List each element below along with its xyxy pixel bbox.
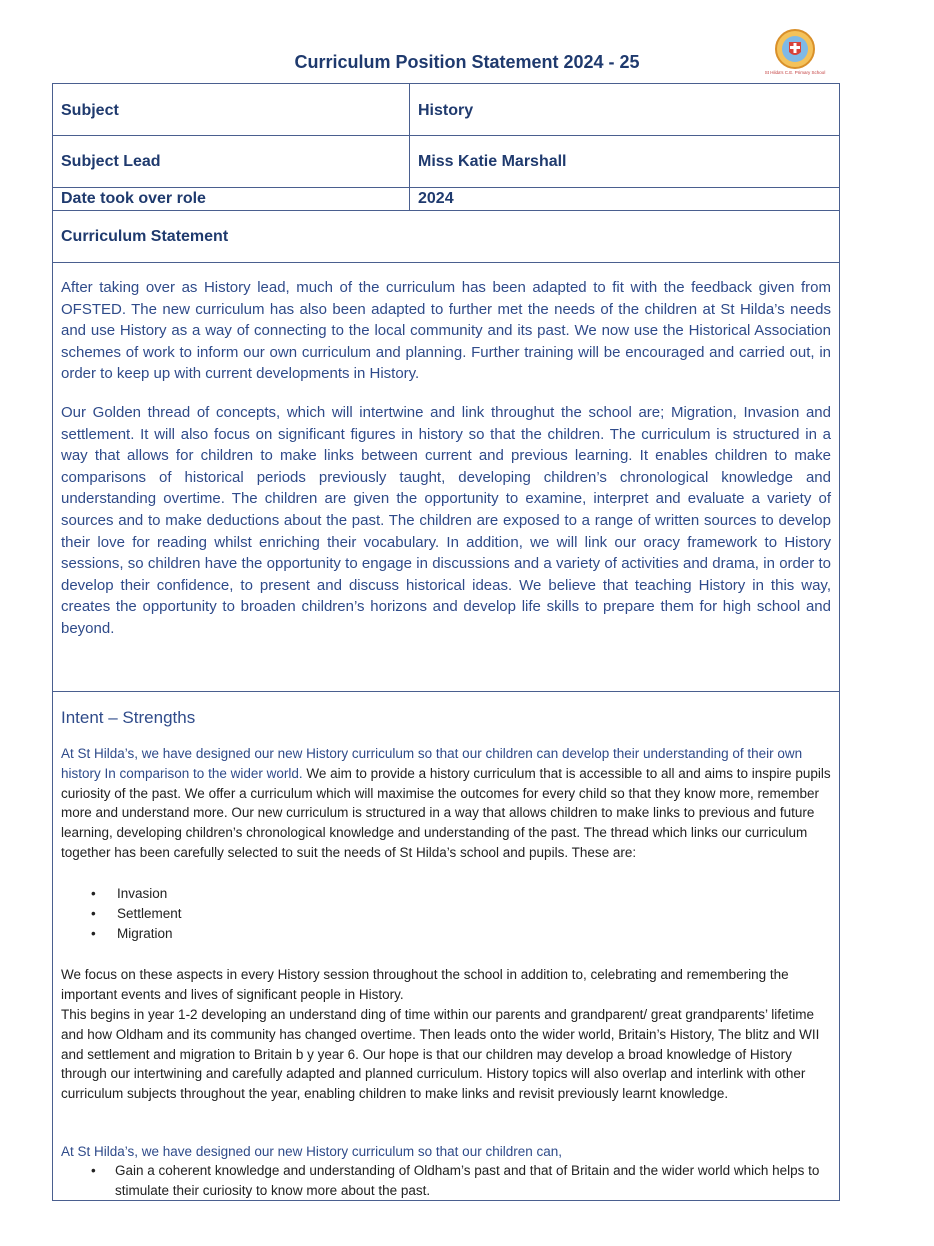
thread-item: • Migration (91, 926, 173, 941)
subject-row (53, 84, 839, 136)
statement-body (53, 263, 839, 692)
statement-paragraph-2: Our Golden thread of concepts, which will intertwine and link throughut the school are; Migration, Invasion and settlement. It will also focus on significant figures in history so that the children. The curriculum is structured in a way that allows for children to make links between current and previous learning. It enables children to make comparisons of historical periods previously taught, developing children’s chronological knowledge and understanding overtime. The children are given the opportunity to examine, interpret and evaluate a variety of sources and to make deductions about the past. The children are exposed to a range of written sources to develop their love for reading whilst enriching their vocabulary. In addition, we will link our oracy framework to History sessions, so children have the opportunity to engage in discussions and a variety of activities and drama, in order to develop their confidence, to present and discuss historical ideas. We believe that teaching History in this way, creates the opportunity to broaden children’s horizons and develop life skills to prepare them for high school and beyond. (61, 404, 831, 637)
date-value: 2024 (418, 190, 454, 207)
intent-paragraph-3: This begins in year 1-2 developing an understand ding of time within our parents and grandparent/ great grandparents’ lifetime and how Oldham and its community has changed overtime. Then leads onto the wider world, Britain’s History, The blitz and WII and settlement and migration to Britain b y year 6. Our hope is that our children may develop a broad knowledge of History through our intertwining and carefully adapted and planned curriculum. History topics will also overlap and interlink with other curriculum subjects throughout the year, enabling children to make links and revisit previously learnt knowledge. (61, 1007, 820, 1102)
intent-paragraph-1-lead: At St Hilda’s, we have designed our new History curriculum so that our children can develop their understanding of their own history In comparison to the wider world. (61, 746, 803, 781)
curriculum-statement-row (53, 211, 839, 263)
date-row (53, 188, 839, 211)
statement-paragraph-1: After taking over as History lead, much of the curriculum has been adapted to fit with the feedback given from OFSTED. The new curriculum has also been adapted to further met the needs of the children at St Hilda’s needs and use History as a way of connecting to the local community and its past. We now use the Historical Association schemes of work to inform our own curriculum and planning. Further training will be encouraged and carried out, in order to keep up with current developments in History. (61, 279, 831, 383)
school-logo (764, 28, 826, 76)
subject-label: Subject (61, 102, 119, 119)
intent-heading: Intent – Strengths (61, 708, 196, 727)
intent-paragraph-4: At St Hilda’s, we have designed our new History curriculum so that our children can, (61, 1144, 562, 1159)
position-statement-table (52, 83, 840, 1201)
intent-paragraph-1 (61, 744, 831, 863)
thread-item: • Settlement (91, 906, 182, 921)
aim-item: • Gain a coherent knowledge and understanding of Oldham’s past and that of Britain and the wider world which helps to stimulate their curiosity to know more about the past. (91, 1163, 820, 1198)
subject-lead-row (53, 136, 839, 188)
thread-item: • Invasion (91, 886, 168, 901)
subject-value: History (418, 102, 474, 119)
subject-lead-value: Miss Katie Marshall (418, 153, 567, 170)
curriculum-statement-label: Curriculum Statement (61, 228, 229, 245)
svg-text:St Hilda's C.E. Primary School: St Hilda's C.E. Primary School (764, 70, 826, 75)
page-title: Curriculum Position Statement 2024 - 25 (294, 52, 640, 72)
subject-lead-label: Subject Lead (61, 153, 161, 170)
intent-paragraph-2: We focus on these aspects in every History session throughout the school in addition to, celebrating and remembering the important events and lives of significant people in History. (61, 967, 789, 1002)
intent-paragraph-1-body: We aim to provide a history curriculum that is accessible to all and aims to inspire pupils curiosity of the past. We offer a curriculum which will maximise the outcomes for every child so that they know more, remember more and understand more. Our new curriculum is structured in a way that allows children to make links to previous and future learning, developing children’s chronological knowledge and understanding of the past. The thread which links our curriculum together has been carefully selected to suit the needs of St Hilda’s school and pupils. These are: (61, 765, 831, 860)
date-label: Date took over role (61, 190, 206, 207)
